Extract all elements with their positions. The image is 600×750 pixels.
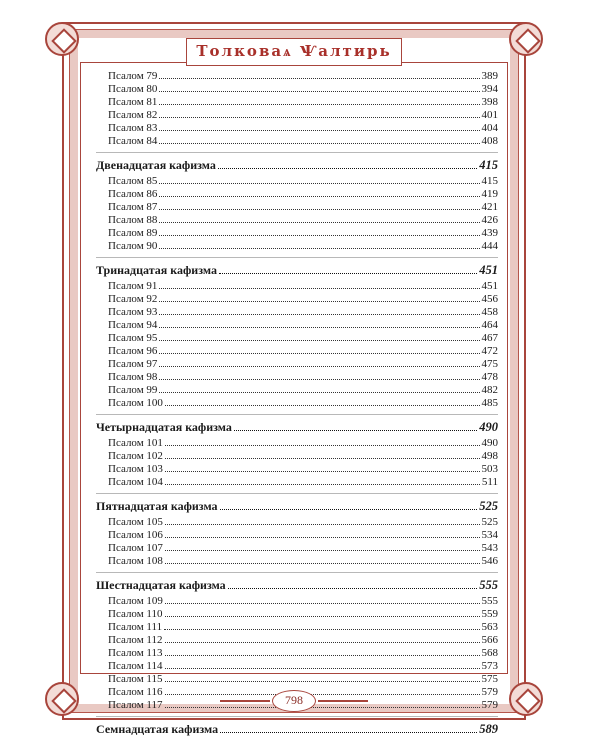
toc-label: Псалом 90 — [108, 240, 158, 252]
toc-label: Псалом 80 — [108, 83, 158, 95]
dot-leader — [220, 724, 477, 733]
toc-label: Псалом 87 — [108, 201, 158, 213]
dot-leader — [159, 96, 479, 105]
dot-leader — [165, 463, 480, 472]
toc-page-number: 490 — [481, 437, 498, 449]
section-divider — [96, 152, 498, 153]
toc-label: Псалом 79 — [108, 70, 158, 82]
dot-leader — [165, 450, 480, 459]
page-title: Толковаѧ Ѱалтирь — [196, 42, 392, 60]
toc-label: Псалом 103 — [108, 463, 163, 475]
toc-label: Семнадцатая кафизма — [96, 722, 219, 736]
toc-page-number: 555 — [481, 595, 498, 607]
toc-section — [96, 578, 498, 593]
toc-label: Псалом 111 — [108, 621, 163, 633]
toc-page-number: 543 — [481, 542, 498, 554]
toc-page-number: 559 — [481, 608, 498, 620]
corner-ornament-top-right-icon — [509, 22, 543, 56]
toc-item — [96, 319, 498, 332]
toc-label: Псалом 88 — [108, 214, 158, 226]
toc-label: Шестнадцатая кафизма — [96, 578, 226, 592]
toc-item — [96, 621, 498, 634]
dot-leader — [165, 555, 480, 564]
toc-label: Псалом 108 — [108, 555, 163, 567]
dot-leader — [159, 371, 479, 380]
dot-leader — [165, 529, 480, 538]
dot-leader — [159, 175, 479, 184]
toc-item — [96, 463, 498, 476]
toc-item — [96, 109, 498, 122]
toc-item — [96, 397, 498, 410]
toc-label: Псалом 95 — [108, 332, 158, 344]
section-divider — [96, 716, 498, 717]
dot-leader — [165, 647, 480, 656]
toc-page-number: 415 — [481, 175, 498, 187]
dot-leader — [165, 397, 480, 406]
toc-page-number: 451 — [481, 280, 498, 292]
toc-page-number: 394 — [481, 83, 498, 95]
toc-label: Псалом 100 — [108, 397, 163, 409]
toc-item — [96, 188, 498, 201]
table-of-contents — [96, 70, 498, 739]
dot-leader — [159, 83, 479, 92]
dot-leader — [159, 319, 479, 328]
toc-item — [96, 634, 498, 647]
toc-label: Псалом 91 — [108, 280, 158, 292]
running-header — [186, 38, 402, 66]
dot-leader — [165, 437, 480, 446]
dot-leader — [159, 214, 479, 223]
dot-leader — [159, 306, 479, 315]
toc-label: Двенадцатая кафизма — [96, 158, 216, 172]
dot-leader — [159, 358, 479, 367]
toc-section — [96, 499, 498, 514]
dot-leader — [165, 542, 480, 551]
toc-page-number: 472 — [481, 345, 498, 357]
toc-page-number: 534 — [481, 529, 498, 541]
toc-item — [96, 135, 498, 148]
toc-page-number: 579 — [481, 699, 498, 711]
toc-page-number: 566 — [481, 634, 498, 646]
toc-page-number: 475 — [481, 358, 498, 370]
toc-page-number: 503 — [481, 463, 498, 475]
toc-label: Псалом 93 — [108, 306, 158, 318]
toc-label: Псалом 115 — [108, 673, 163, 685]
toc-page-number: 482 — [481, 384, 498, 396]
toc-page-number: 419 — [481, 188, 498, 200]
toc-page-number: 525 — [481, 516, 498, 528]
toc-label: Псалом 110 — [108, 608, 163, 620]
toc-section — [96, 420, 498, 435]
toc-label: Псалом 101 — [108, 437, 163, 449]
footer-rule-right — [318, 700, 368, 702]
toc-page-number: 421 — [481, 201, 498, 213]
toc-page-number: 408 — [481, 135, 498, 147]
toc-page-number: 404 — [481, 122, 498, 134]
section-divider — [96, 414, 498, 415]
toc-section — [96, 722, 498, 737]
dot-leader — [159, 227, 479, 236]
toc-label: Псалом 89 — [108, 227, 158, 239]
toc-label: Псалом 86 — [108, 188, 158, 200]
section-divider — [96, 257, 498, 258]
toc-item — [96, 345, 498, 358]
toc-item — [96, 476, 498, 489]
toc-page-number: 415 — [479, 158, 498, 172]
toc-page-number: 589 — [479, 722, 498, 736]
dot-leader — [165, 595, 480, 604]
dot-leader — [159, 280, 479, 289]
toc-page-number: 555 — [479, 578, 498, 592]
dot-leader — [165, 686, 480, 695]
toc-label: Псалом 112 — [108, 634, 163, 646]
toc-page-number: 568 — [481, 647, 498, 659]
toc-item — [96, 437, 498, 450]
toc-label: Пятнадцатая кафизма — [96, 499, 218, 513]
toc-page-number: 467 — [481, 332, 498, 344]
toc-page-number: 458 — [481, 306, 498, 318]
toc-label: Псалом 85 — [108, 175, 158, 187]
toc-item — [96, 201, 498, 214]
toc-item — [96, 96, 498, 109]
toc-label: Псалом 104 — [108, 476, 163, 488]
dot-leader — [164, 621, 479, 630]
dot-leader — [159, 293, 479, 302]
page-number-text: 798 — [285, 693, 303, 707]
toc-label: Псалом 82 — [108, 109, 158, 121]
dot-leader — [165, 660, 480, 669]
toc-page-number: 444 — [481, 240, 498, 252]
toc-page-number: 563 — [481, 621, 498, 633]
toc-item — [96, 332, 498, 345]
toc-item — [96, 358, 498, 371]
corner-ornament-bottom-left-icon — [45, 682, 79, 716]
toc-label: Псалом 94 — [108, 319, 158, 331]
toc-label: Псалом 83 — [108, 122, 158, 134]
toc-label: Псалом 113 — [108, 647, 163, 659]
toc-item — [96, 529, 498, 542]
toc-item — [96, 371, 498, 384]
toc-item — [96, 175, 498, 188]
toc-label: Псалом 116 — [108, 686, 163, 698]
toc-page-number: 546 — [481, 555, 498, 567]
dot-leader — [159, 135, 479, 144]
toc-page-number: 439 — [481, 227, 498, 239]
toc-page-number: 525 — [479, 499, 498, 513]
page-number — [272, 690, 316, 712]
toc-page-number: 456 — [481, 293, 498, 305]
dot-leader — [159, 332, 479, 341]
toc-item — [96, 516, 498, 529]
dot-leader — [165, 608, 480, 617]
footer-rule-left — [220, 700, 270, 702]
toc-label: Псалом 105 — [108, 516, 163, 528]
dot-leader — [159, 201, 479, 210]
toc-item — [96, 214, 498, 227]
dot-leader — [159, 345, 479, 354]
toc-label: Псалом 96 — [108, 345, 158, 357]
corner-ornament-bottom-right-icon — [509, 682, 543, 716]
toc-item — [96, 122, 498, 135]
toc-page-number: 485 — [481, 397, 498, 409]
toc-page-number: 511 — [481, 476, 498, 488]
toc-item — [96, 306, 498, 319]
toc-page-number: 464 — [481, 319, 498, 331]
toc-label: Псалом 97 — [108, 358, 158, 370]
toc-item — [96, 555, 498, 568]
dot-leader — [159, 188, 479, 197]
toc-label: Псалом 92 — [108, 293, 158, 305]
dot-leader — [220, 501, 478, 510]
dot-leader — [165, 516, 480, 525]
dot-leader — [228, 580, 478, 589]
toc-page-number: 389 — [481, 70, 498, 82]
dot-leader — [165, 634, 480, 643]
section-divider — [96, 572, 498, 573]
toc-page-number: 451 — [479, 263, 498, 277]
section-divider — [96, 493, 498, 494]
toc-label: Псалом 102 — [108, 450, 163, 462]
toc-label: Псалом 109 — [108, 595, 163, 607]
toc-item — [96, 293, 498, 306]
dot-leader — [159, 240, 479, 249]
toc-page-number: 426 — [481, 214, 498, 226]
toc-item — [96, 542, 498, 555]
toc-item — [96, 280, 498, 293]
dot-leader — [165, 673, 480, 682]
toc-page-number: 573 — [481, 660, 498, 672]
toc-label: Тринадцатая кафизма — [96, 263, 217, 277]
toc-page-number: 490 — [479, 420, 498, 434]
dot-leader — [159, 109, 479, 118]
toc-item — [96, 240, 498, 253]
toc-page-number: 575 — [481, 673, 498, 685]
toc-item — [96, 595, 498, 608]
toc-label: Псалом 117 — [108, 699, 163, 711]
toc-item — [96, 83, 498, 96]
toc-page-number: 478 — [481, 371, 498, 383]
toc-item — [96, 673, 498, 686]
dot-leader — [159, 122, 479, 131]
toc-label: Псалом 98 — [108, 371, 158, 383]
toc-label: Псалом 81 — [108, 96, 158, 108]
dot-leader — [219, 265, 477, 274]
toc-label: Псалом 99 — [108, 384, 158, 396]
dot-leader — [159, 384, 479, 393]
toc-label: Псалом 84 — [108, 135, 158, 147]
dot-leader — [218, 160, 477, 169]
toc-item — [96, 450, 498, 463]
toc-item — [96, 647, 498, 660]
toc-label: Псалом 107 — [108, 542, 163, 554]
toc-page-number: 398 — [481, 96, 498, 108]
toc-item — [96, 660, 498, 673]
toc-page-number: 498 — [481, 450, 498, 462]
toc-item — [96, 70, 498, 83]
corner-ornament-top-left-icon — [45, 22, 79, 56]
toc-page-number: 401 — [481, 109, 498, 121]
toc-section — [96, 263, 498, 278]
toc-item — [96, 608, 498, 621]
toc-label: Четырнадцатая кафизма — [96, 420, 232, 434]
toc-item — [96, 227, 498, 240]
toc-label: Псалом 114 — [108, 660, 163, 672]
dot-leader — [159, 70, 479, 79]
toc-section — [96, 158, 498, 173]
dot-leader — [165, 476, 480, 485]
dot-leader — [234, 422, 477, 431]
toc-item — [96, 384, 498, 397]
toc-page-number: 579 — [481, 686, 498, 698]
toc-label: Псалом 106 — [108, 529, 163, 541]
